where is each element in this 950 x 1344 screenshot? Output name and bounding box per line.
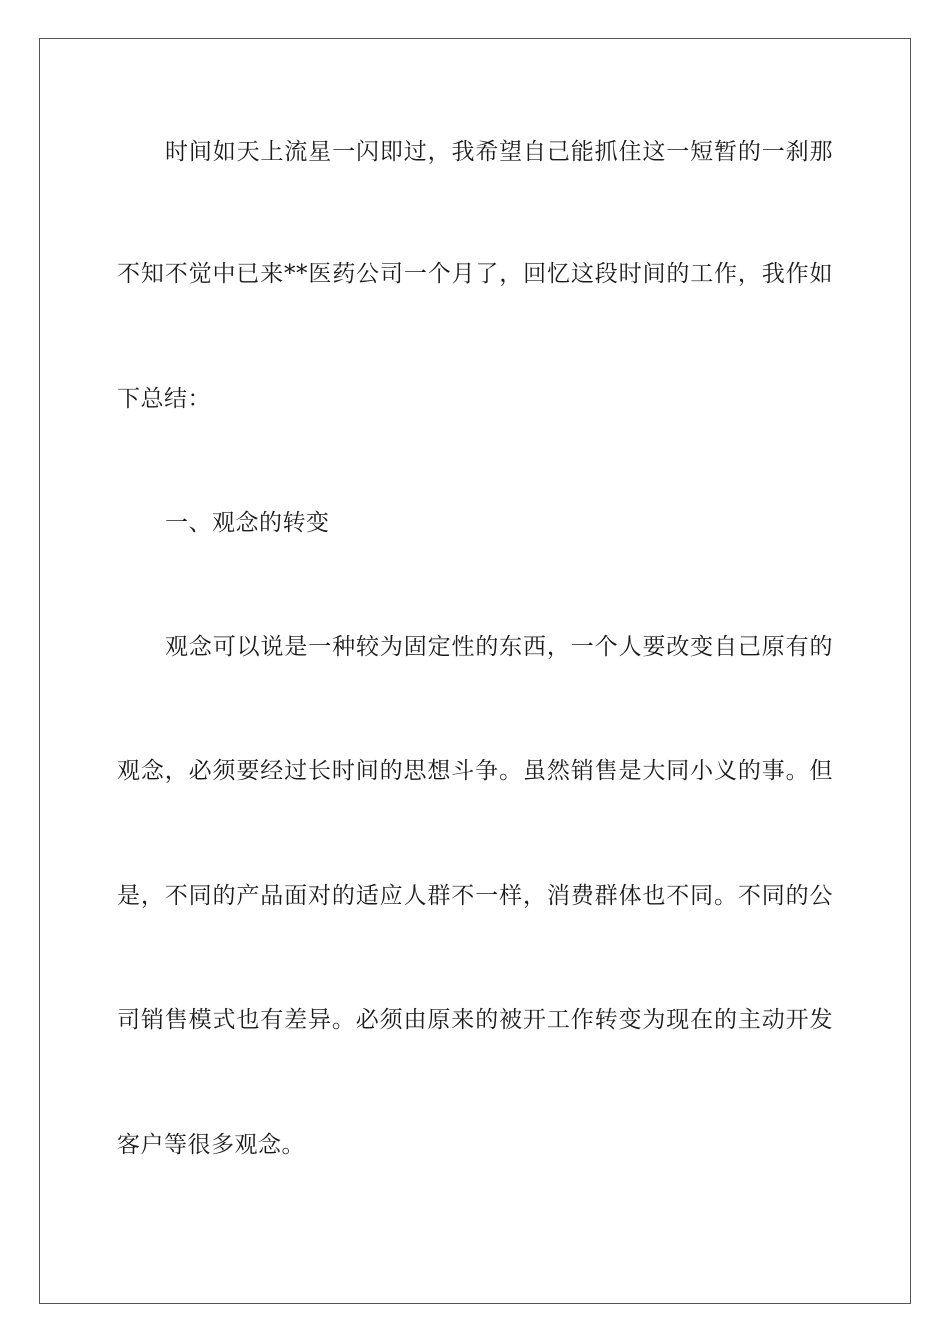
paragraph-2-line-2: 观念，必须要经过长时间的思想斗争。虽然销售是大同小义的事。但 xyxy=(117,758,833,784)
paragraph-1-line-1: 时间如天上流星一闪即过，我希望自己能抓住这一短暂的一刹那 xyxy=(165,139,833,165)
paragraph-2-line-5: 客户等很多观念。 xyxy=(117,1132,305,1158)
paragraph-1-line-3: 下总结： xyxy=(117,386,211,412)
paragraph-2-line-4: 司销售模式也有差异。必须由原来的被开工作转变为现在的主动开发 xyxy=(117,1007,833,1033)
page-frame xyxy=(39,38,911,1304)
paragraph-1-line-2: 不知不觉中已来**医药公司一个月了，回忆这段时间的工作，我作如 xyxy=(117,261,833,287)
paragraph-2-line-3: 是，不同的产品面对的适应人群不一样，消费群体也不同。不同的公 xyxy=(117,883,833,909)
paragraph-2-line-1: 观念可以说是一种较为固定性的东西，一个人要改变自己原有的 xyxy=(165,634,833,660)
section-heading: 一、观念的转变 xyxy=(165,510,330,536)
